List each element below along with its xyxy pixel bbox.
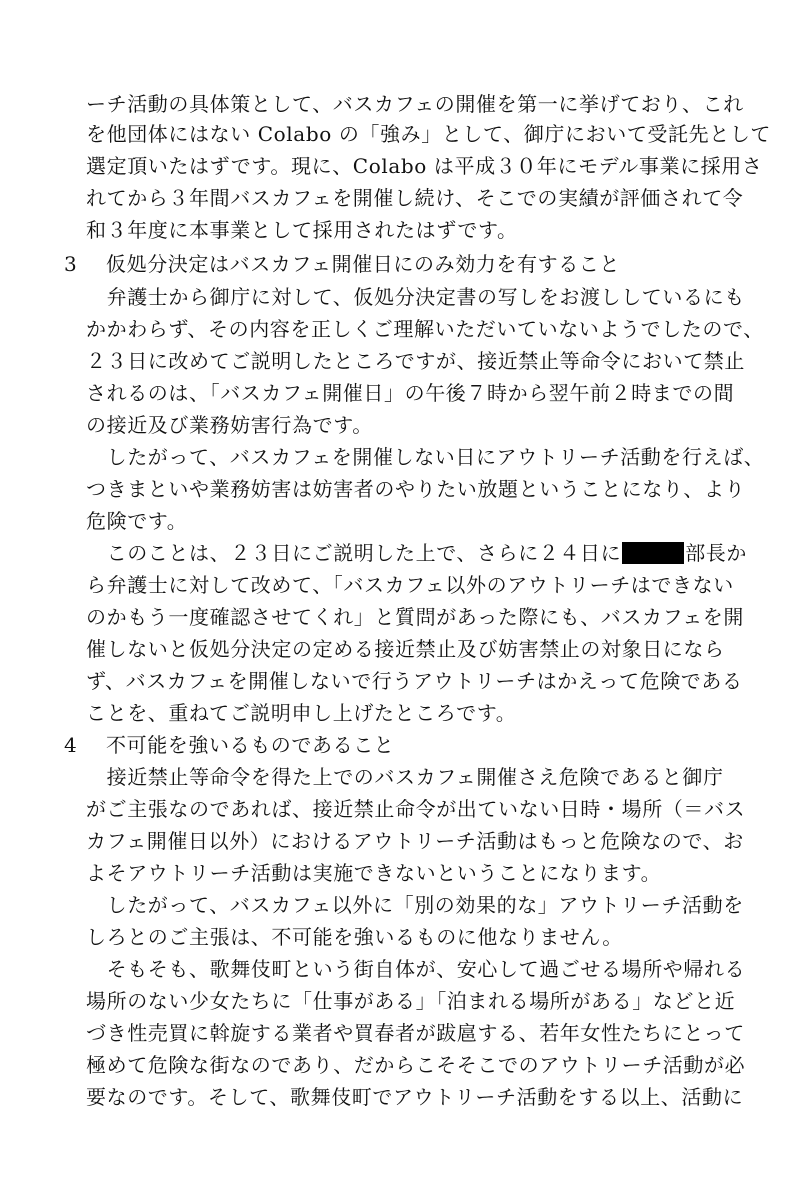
text-line: しろとのご主張は、不可能を強いるものに他なりません。 — [86, 925, 623, 949]
text-line: 場所のない少女たちに「仕事がある」「泊まれる場所がある」などと近 — [86, 989, 736, 1013]
text-line: づき性売買に斡旋する業者や買春者が跋扈する、若年女性たちにとって — [86, 1021, 745, 1045]
text-line: したがって、バスカフェを開催しない日にアウトリーチ活動を行えば、 — [86, 445, 765, 469]
text-line: そもそも、歌舞伎町という街自体が、安心して過ごせる場所や帰れる — [86, 957, 746, 981]
text-line: したがって、バスカフェ以外に「別の効果的な」アウトリーチ活動を — [86, 893, 744, 917]
text-line: 和３年度に本事業として採用されたはずです。 — [86, 218, 518, 242]
text-line: 危険です。 — [86, 509, 188, 533]
text-line: ーチ活動の具体策として、バスカフェの開催を第一に挙げており、これ — [86, 92, 744, 116]
section-4-number: 4 — [64, 733, 77, 757]
text-line: を他団体にはない Colabo の「強み」として、御庁において受託先として — [86, 122, 772, 146]
redacted-line-before: このことは、２３日にご説明した上で、さらに２４日に — [86, 541, 622, 565]
text-line: がご主張なのであれば、接近禁止命令が出ていない日時・場所（＝バス — [86, 797, 746, 821]
text-line: かかわらず、その内容を正しくご理解いただいていないようでしたので、 — [86, 317, 764, 341]
text-line: ず、バスカフェを開催しないで行うアウトリーチはかえって危険である — [86, 669, 743, 693]
text-line: のかもう一度確認させてくれ」と質問があった際にも、バスカフェを開 — [86, 605, 744, 629]
text-line: ら弁護士に対して改めて、「バスカフェ以外のアウトリーチはできない — [86, 573, 734, 597]
text-line: 接近禁止等命令を得た上でのバスカフェ開催さえ危険であると御庁 — [86, 765, 724, 789]
text-line: されるのは、「バスカフェ開催日」の午後７時から翌午前２時までの間 — [86, 381, 735, 405]
text-line: 極めて危険な街なのであり、だからこそそこでのアウトリーチ活動が必 — [86, 1053, 746, 1077]
text-line: 要なのです。そして、歌舞伎町でアウトリーチ活動をする以上、活動に — [86, 1085, 744, 1109]
redacted-line-after: 部長か — [685, 541, 748, 565]
text-line: 催しないと仮処分決定の定める接近禁止及び妨害禁止の対象日になら — [86, 637, 725, 661]
redaction-block — [622, 542, 684, 564]
text-line: よそアウトリーチ活動は実施できないということになります。 — [86, 861, 662, 885]
text-line: カフェ開催日以外）におけるアウトリーチ活動はもっと危険なので、お — [86, 829, 744, 853]
text-line: つきまといや業務妨害は妨害者のやりたい放題ということになり、より — [86, 477, 746, 501]
text-line: ２３日に改めてご説明したところですが、接近禁止等命令において禁止 — [86, 349, 745, 373]
section-3-title: 仮処分決定はバスカフェ開催日にのみ効力を有すること — [106, 252, 620, 276]
text-line: の接近及び業務妨害行為です。 — [86, 413, 373, 437]
text-line: ことを、重ねてご説明申し上げたところです。 — [86, 701, 517, 725]
text-line: れてから３年間バスカフェを開催し続け、そこでの実績が評価されて令 — [86, 186, 744, 210]
text-line: 弁護士から御庁に対して、仮処分決定書の写しをお渡ししているにも — [86, 285, 745, 309]
section-3-number: 3 — [64, 252, 77, 276]
redacted-text-line — [86, 539, 748, 567]
section-4-title: 不可能を強いるものであること — [106, 733, 395, 757]
text-line: 選定頂いたはずです。現に、Colabo は平成３０年にモデル事業に採用さ — [86, 154, 763, 178]
